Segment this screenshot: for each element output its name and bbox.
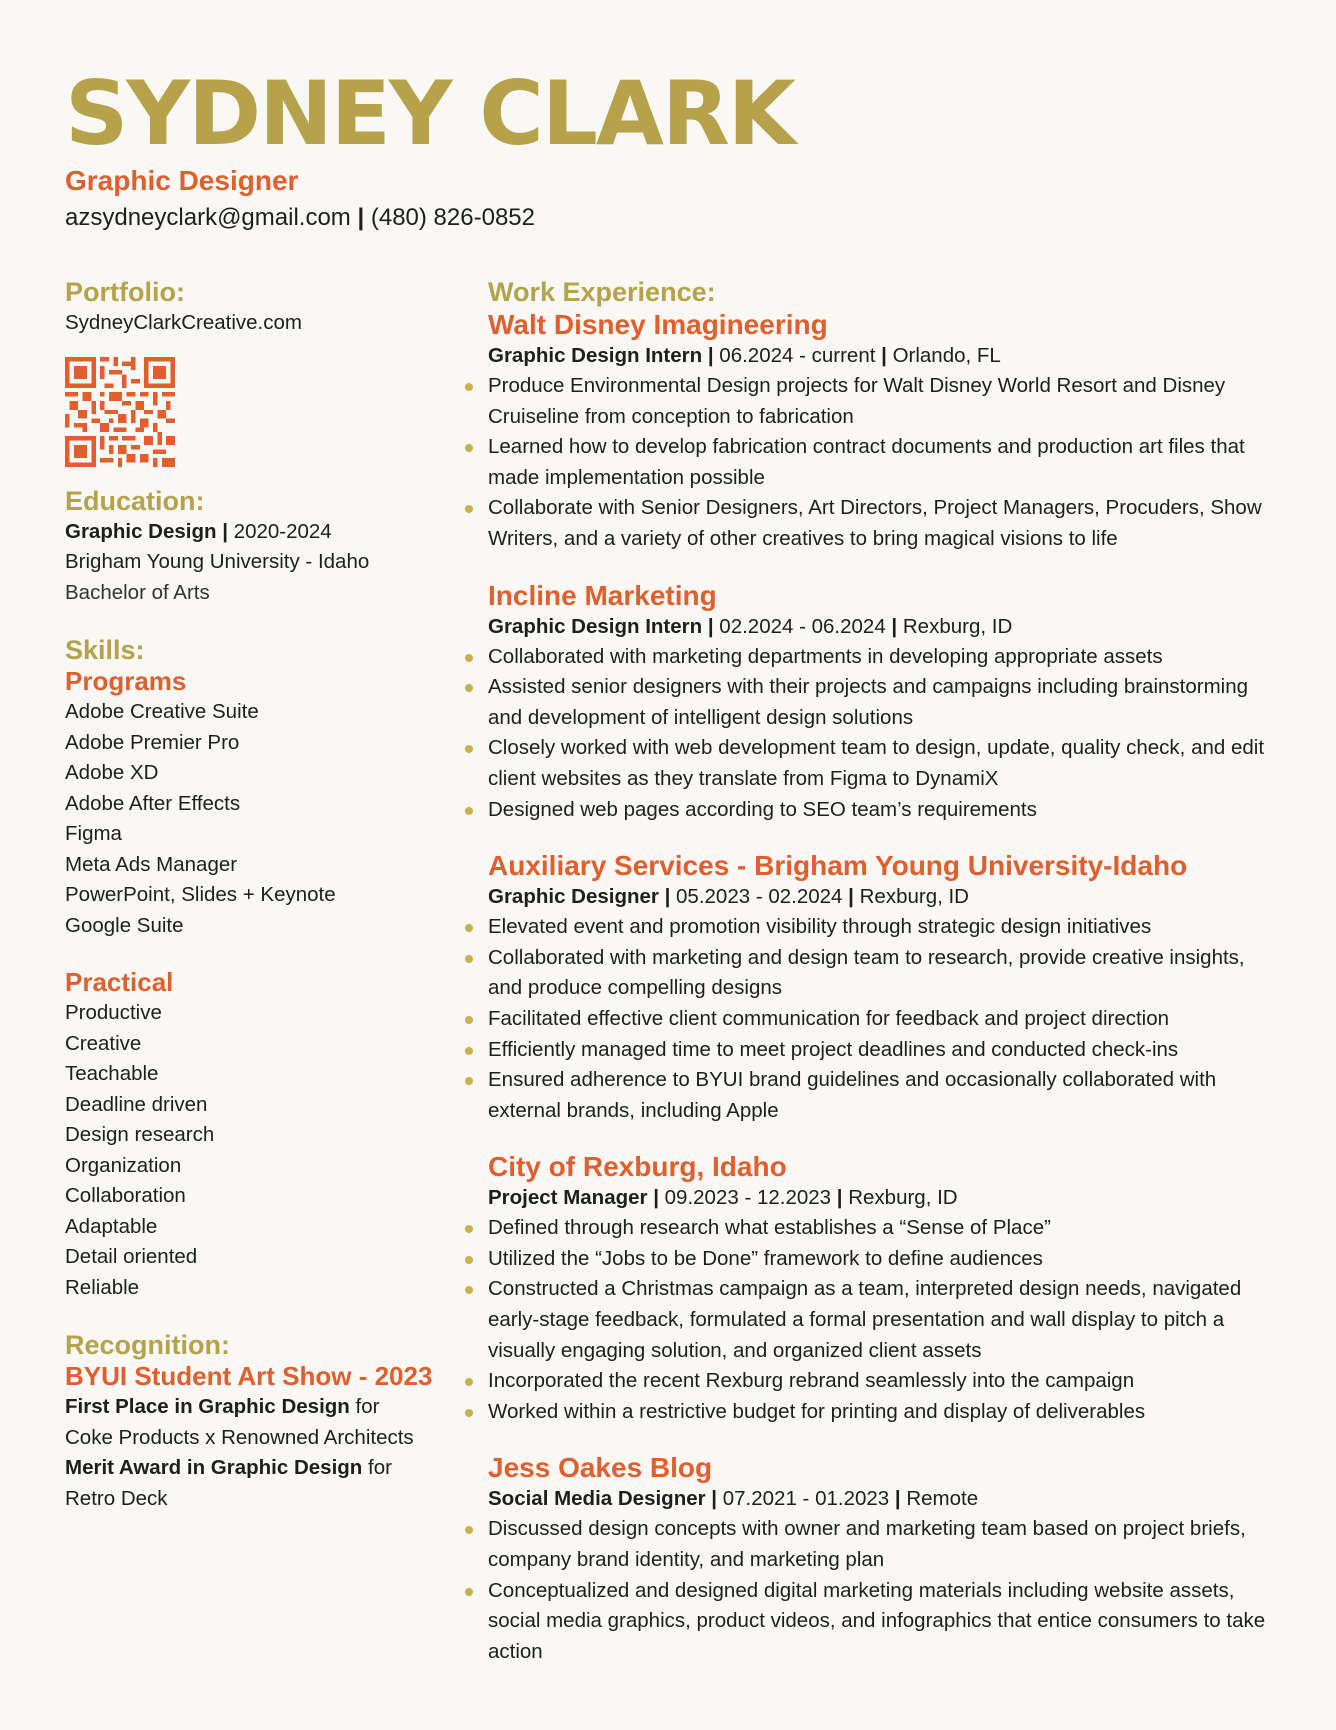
job-company: City of Rexburg, Idaho <box>488 1151 787 1183</box>
list-item: Efficiently managed time to meet project deadlines and conducted check-ins <box>488 1035 1268 1066</box>
job-entry <box>488 308 1268 555</box>
education-school: Brigham Young University - Idaho <box>65 550 370 573</box>
award-title: First Place in Graphic Design <box>65 1395 350 1418</box>
practical-list <box>65 998 465 1303</box>
meta-separator: | <box>875 344 893 367</box>
job-location: Rexburg, ID <box>859 885 969 909</box>
portfolio-heading: Portfolio: <box>65 277 185 307</box>
job-meta <box>488 612 1268 642</box>
job-company: Walt Disney Imagineering <box>488 309 828 340</box>
list-item: PowerPoint, Slides + Keynote <box>65 883 336 906</box>
job-dates: 02.2024 - 06.2024 <box>719 614 886 638</box>
job-bullets <box>488 1514 1268 1667</box>
award-title: Merit Award in Graphic Design <box>65 1456 363 1479</box>
job-role: Graphic Design Intern <box>488 614 703 638</box>
job-bullets <box>488 912 1268 1126</box>
list-item: Design research <box>65 1123 215 1146</box>
job-dates: 06.2024 - current <box>719 344 876 367</box>
contact-separator: | <box>357 204 365 231</box>
job-location: Remote <box>906 1487 979 1511</box>
job-dates: 05.2023 - 02.2024 <box>676 885 843 909</box>
list-item: Incorporated the recent Rexburg rebrand seamlessly into the campaign <box>488 1366 1268 1397</box>
list-item: Collaboration <box>65 1184 186 1207</box>
contact-line <box>65 202 794 234</box>
meta-separator: | <box>889 1487 907 1511</box>
job-role: Graphic Design Intern <box>488 344 703 367</box>
job-dates: 09.2023 - 12.2023 <box>664 1186 832 1210</box>
education-separator: | <box>222 519 228 543</box>
right-column <box>488 276 1268 1691</box>
list-item: Defined through research what establishes a “Sense of Place” <box>488 1213 1268 1244</box>
award-line <box>65 1453 465 1484</box>
list-item: Organization <box>65 1153 182 1177</box>
programs-heading: Programs <box>65 666 187 696</box>
work-experience-heading: Work Experience: <box>488 277 716 307</box>
list-item: Adobe Premier Pro <box>65 730 240 754</box>
job-role: Social Media Designer <box>488 1487 706 1511</box>
email-link[interactable]: azsydneyclark@gmail.com <box>65 204 351 231</box>
education-years: 2020-2024 <box>233 519 332 543</box>
meta-separator: | <box>885 614 903 638</box>
job-entry <box>488 849 1268 1126</box>
list-item: Elevated event and promotion visibility through strategic design initiatives <box>488 912 1268 943</box>
education-degree: Bachelor of Arts <box>65 580 210 604</box>
list-item: Designed web pages according to SEO team’s requirements <box>488 795 1268 826</box>
resume-header <box>65 62 794 234</box>
list-item: Detail oriented <box>65 1245 198 1268</box>
meta-separator: | <box>831 1186 849 1210</box>
job-location: Rexburg, ID <box>902 614 1013 638</box>
award-work: Coke Products x Renowned Architects <box>65 1425 414 1449</box>
list-item: Assisted senior designers with their projects and campaigns including brainstorming and development of intelligent design solutions <box>488 672 1268 733</box>
list-item: Collaborated with marketing departments in developing appropriate assets <box>488 642 1268 673</box>
list-item: Creative <box>65 1031 142 1055</box>
job-meta <box>488 341 1268 371</box>
meta-separator: | <box>705 1487 723 1511</box>
job-location: Orlando, FL <box>892 344 1001 367</box>
job-role: Graphic Designer <box>488 885 659 909</box>
job-entry <box>488 1451 1268 1667</box>
list-item: Closely worked with web development team to design, update, quality check, and edit client websites as they translate from Figma to DynamiX <box>488 733 1268 794</box>
list-item: Worked within a restrictive budget for printing and display of deliverables <box>488 1397 1268 1428</box>
candidate-name: SYDNEY CLARK <box>65 62 794 165</box>
meta-separator: | <box>702 614 720 638</box>
job-company: Incline Marketing <box>488 579 717 611</box>
list-item: Facilitated effective client communication for feedback and project direction <box>488 1004 1268 1035</box>
list-item: Adaptable <box>65 1214 158 1238</box>
award-line <box>65 1392 465 1423</box>
education-field: Graphic Design <box>65 519 217 543</box>
award-for: for <box>362 1456 392 1479</box>
job-meta <box>488 1484 1268 1514</box>
candidate-title: Graphic Designer <box>65 165 299 196</box>
job-entry <box>488 1150 1268 1427</box>
job-dates: 07.2021 - 01.2023 <box>722 1487 890 1511</box>
list-item: Adobe After Effects <box>65 791 241 815</box>
education-degree-line <box>65 517 465 548</box>
qr-code-icon[interactable] <box>65 357 175 467</box>
job-entry <box>488 579 1268 826</box>
list-item: Figma <box>65 822 122 845</box>
list-item: Google Suite <box>65 913 184 937</box>
list-item: Deadline driven <box>65 1092 208 1116</box>
job-bullets <box>488 1213 1268 1427</box>
list-item: Adobe Creative Suite <box>65 700 259 723</box>
list-item: Collaborated with marketing and design team to research, provide creative insights, and produce compelling designs <box>488 943 1268 1004</box>
list-item: Ensured adherence to BYUI brand guidelines and occasionally collaborated with external brands, including Apple <box>488 1065 1268 1126</box>
list-item: Learned how to develop fabrication contract documents and production art files that made implementation possible <box>488 432 1268 493</box>
job-bullets <box>488 642 1268 826</box>
list-item: Teachable <box>65 1062 159 1085</box>
list-item: Meta Ads Manager <box>65 852 238 876</box>
list-item: Constructed a Christmas campaign as a team, interpreted design needs, navigated early-stage feedback, formulated a formal presentation and wall display to pitch a visually engaging solution, and organized client assets <box>488 1274 1268 1366</box>
jobs-list <box>488 308 1268 1667</box>
education-heading: Education: <box>65 485 205 516</box>
job-meta <box>488 1183 1268 1213</box>
meta-separator: | <box>702 344 720 367</box>
left-column <box>65 276 465 1514</box>
recognition-event: BYUI Student Art Show - 2023 <box>65 1361 433 1391</box>
recognition-heading: Recognition: <box>65 1330 230 1360</box>
skills-heading: Skills: <box>65 635 145 665</box>
job-location: Rexburg, ID <box>848 1186 958 1210</box>
list-item: Adobe XD <box>65 761 159 784</box>
portfolio-link[interactable]: SydneyClarkCreative.com <box>65 311 302 334</box>
job-meta <box>488 882 1268 912</box>
meta-separator: | <box>842 885 860 909</box>
list-item: Utilized the “Jobs to be Done” framework to define audiences <box>488 1244 1268 1275</box>
award-work: Retro Deck <box>65 1486 168 1510</box>
list-item: Productive <box>65 1001 162 1024</box>
award-for: for <box>349 1395 380 1418</box>
job-company: Jess Oakes Blog <box>488 1452 713 1484</box>
list-item: Conceptualized and designed digital marketing materials including website assets, social media graphics, product videos, and infographics that entice consumers to take action <box>488 1576 1268 1668</box>
programs-list <box>65 697 465 941</box>
meta-separator: | <box>647 1186 665 1210</box>
job-company: Auxiliary Services - Brigham Young University-Idaho <box>488 850 1188 882</box>
list-item: Produce Environmental Design projects for Walt Disney World Resort and Disney Cruiseline from conception to fabrication <box>488 371 1268 432</box>
list-item: Reliable <box>65 1275 140 1299</box>
phone-number[interactable]: (480) 826-0852 <box>370 204 535 231</box>
job-role: Project Manager <box>488 1186 648 1210</box>
job-bullets <box>488 371 1268 555</box>
meta-separator: | <box>658 885 677 909</box>
practical-heading: Practical <box>65 967 174 997</box>
list-item: Discussed design concepts with owner and marketing team based on project briefs, company brand identity, and marketing plan <box>488 1514 1268 1575</box>
list-item: Collaborate with Senior Designers, Art Directors, Project Managers, Procuders, Show Writers, and a variety of other creatives to bring magical visions to life <box>488 493 1268 554</box>
